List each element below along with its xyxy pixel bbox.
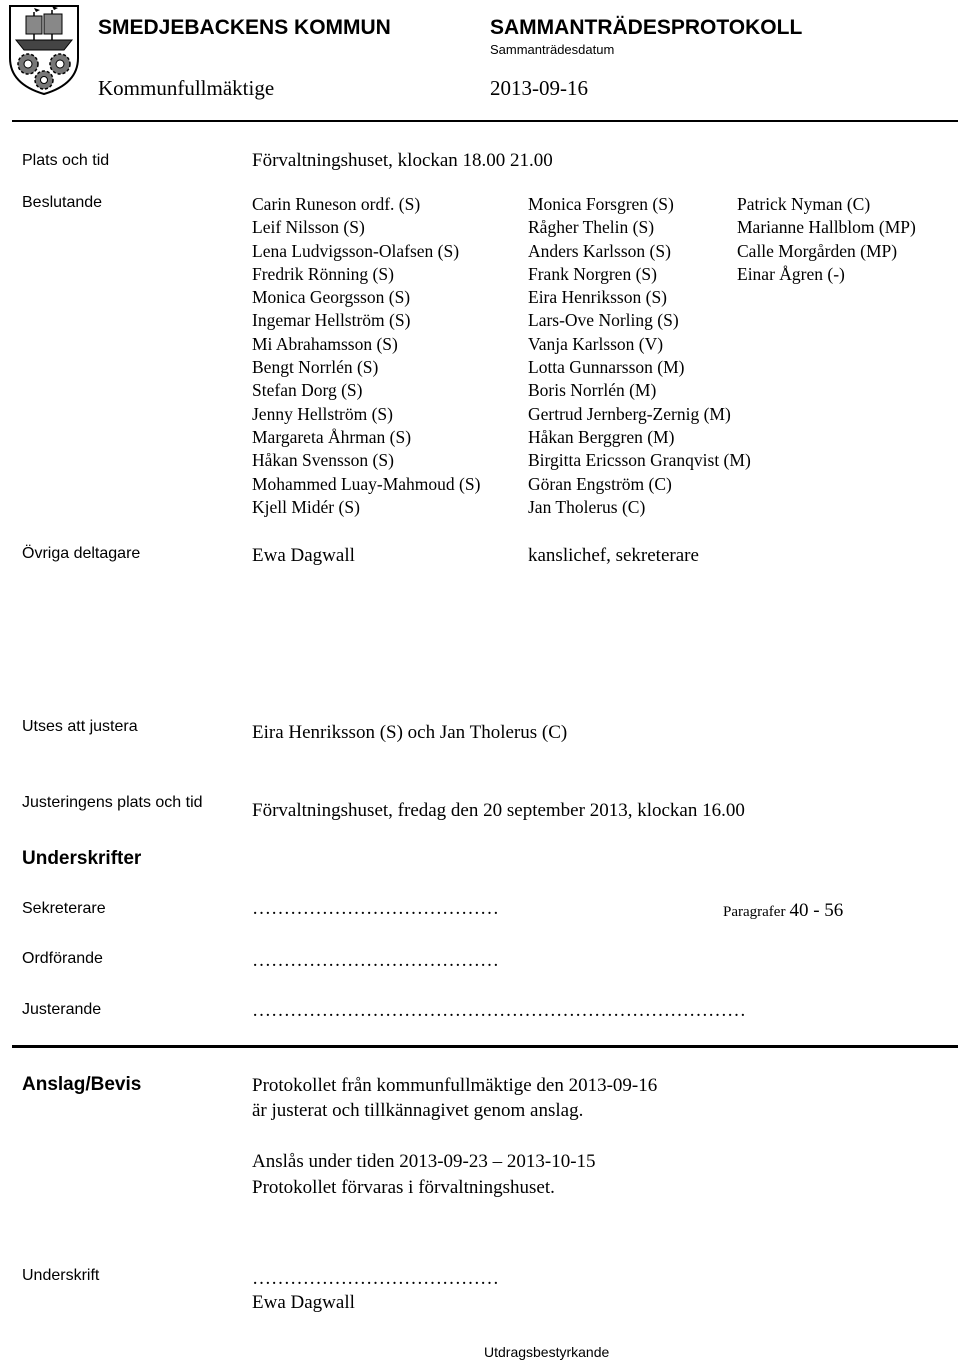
secretary-signature-line: ………………………………… [252, 898, 499, 919]
member-name: Monica Georgsson (S) [252, 287, 411, 308]
member-name: Leif Nilsson (S) [252, 217, 365, 238]
member-name: Rågher Thelin (S) [528, 217, 655, 238]
member-name: Håkan Svensson (S) [252, 450, 394, 471]
member-name: Jenny Hellström (S) [252, 403, 393, 424]
paragraphs-range [723, 900, 843, 922]
municipality-coat-of-arms-logo [6, 4, 82, 96]
member-name: Kjell Midér (S) [252, 496, 360, 517]
other-participant-name: Ewa Dagwall [252, 545, 355, 566]
member-name: Calle Morgården (MP) [737, 240, 898, 261]
member-name: Carin Runeson ordf. (S) [252, 194, 421, 214]
member-name: Stefan Dorg (S) [252, 380, 363, 401]
member-name: Margareta Åhrman (S) [252, 426, 412, 447]
notice-line-1: Protokollet från kommunfullmäktige den 2013-09-16 [252, 1075, 658, 1096]
place-time-label: Plats och tid [22, 152, 110, 169]
members-column-1 [252, 193, 480, 519]
governing-body-name: Kommunfullmäktige [98, 76, 275, 100]
adjust-place-label: Justeringens plats och tid [22, 794, 203, 811]
members-column-3 [737, 193, 916, 286]
place-time-value: Förvaltningshuset, klockan 18.00 21.00 [252, 150, 553, 171]
member-name: Monica Forsgren (S) [528, 194, 674, 214]
paragraphs-label: Paragrafer [723, 904, 786, 920]
meeting-date-label: Sammanträdesdatum [490, 42, 615, 57]
member-name: Mi Abrahamsson (S) [252, 333, 398, 354]
member-name: Ingemar Hellström (S) [252, 310, 411, 331]
member-name: Lotta Gunnarsson (M) [528, 357, 685, 378]
organization-name: SMEDJEBACKENS KOMMUN [98, 16, 391, 39]
adjust-place-value: Förvaltningshuset, fredag den 20 september 2013, klockan 16.00 [252, 800, 745, 821]
signatures-heading: Underskrifter [22, 848, 142, 869]
member-name: Håkan Berggren (M) [528, 426, 675, 447]
notice-line-2: är justerat och tillkännagivet genom anslag. [252, 1100, 584, 1121]
document-type: SAMMANTRÄDESPROTOKOLL [490, 16, 803, 39]
signer-name: Ewa Dagwall [252, 1292, 355, 1313]
other-participants-label: Övriga deltagare [22, 545, 141, 562]
member-name: Mohammed Luay-Mahmoud (S) [252, 473, 481, 494]
member-name: Birgitta Ericsson Granqvist (M) [528, 450, 751, 471]
certification-footer: Utdragsbestyrkande [484, 1344, 610, 1360]
adjusters-label: Utses att justera [22, 718, 138, 735]
section-divider [12, 1045, 958, 1048]
adjuster-label: Justerande [22, 1001, 102, 1018]
decision-makers-label: Beslutande [22, 194, 103, 211]
member-name: Lena Ludvigsson-Olafsen (S) [252, 240, 460, 261]
meeting-date: 2013-09-16 [490, 76, 588, 100]
member-name: Eira Henriksson (S) [528, 287, 668, 308]
member-name: Frank Norgren (S) [528, 263, 657, 284]
member-name: Fredrik Rönning (S) [252, 263, 394, 284]
member-name: Jan Tholerus (C) [528, 496, 646, 517]
adjusters-value: Eira Henriksson (S) och Jan Tholerus (C) [252, 722, 568, 743]
chair-signature-line: ………………………………… [252, 950, 499, 971]
notice-line-4: Protokollet förvaras i förvaltningshuset. [252, 1177, 555, 1198]
notice-line-3: Anslås under tiden 2013-09-23 – 2013-10-15 [252, 1151, 596, 1172]
signature-line: ………………………………… [252, 1268, 499, 1289]
signature-label: Underskrift [22, 1267, 100, 1284]
paragraphs-value: 40 - 56 [789, 900, 844, 921]
chair-label: Ordförande [22, 950, 103, 967]
members-column-2 [528, 193, 751, 519]
member-name: Anders Karlsson (S) [528, 240, 671, 261]
member-name: Vanja Karlsson (V) [528, 333, 664, 354]
header-divider [12, 120, 958, 122]
member-name: Gertrud Jernberg-Zernig (M) [528, 403, 731, 424]
member-name: Bengt Norrlén (S) [252, 357, 379, 378]
member-name: Einar Ågren (-) [737, 263, 845, 284]
member-name: Patrick Nyman (C) [737, 194, 871, 214]
member-name: Lars-Ove Norling (S) [528, 310, 679, 331]
member-name: Göran Engström (C) [528, 473, 672, 494]
adjuster-signature-line: …………………………………………………………………… [252, 1000, 746, 1021]
member-name: Boris Norrlén (M) [528, 380, 657, 401]
notice-heading: Anslag/Bevis [22, 1074, 142, 1095]
member-name: Marianne Hallblom (MP) [737, 217, 916, 238]
other-participant-role: kanslichef, sekreterare [528, 545, 699, 566]
secretary-label: Sekreterare [22, 900, 106, 917]
